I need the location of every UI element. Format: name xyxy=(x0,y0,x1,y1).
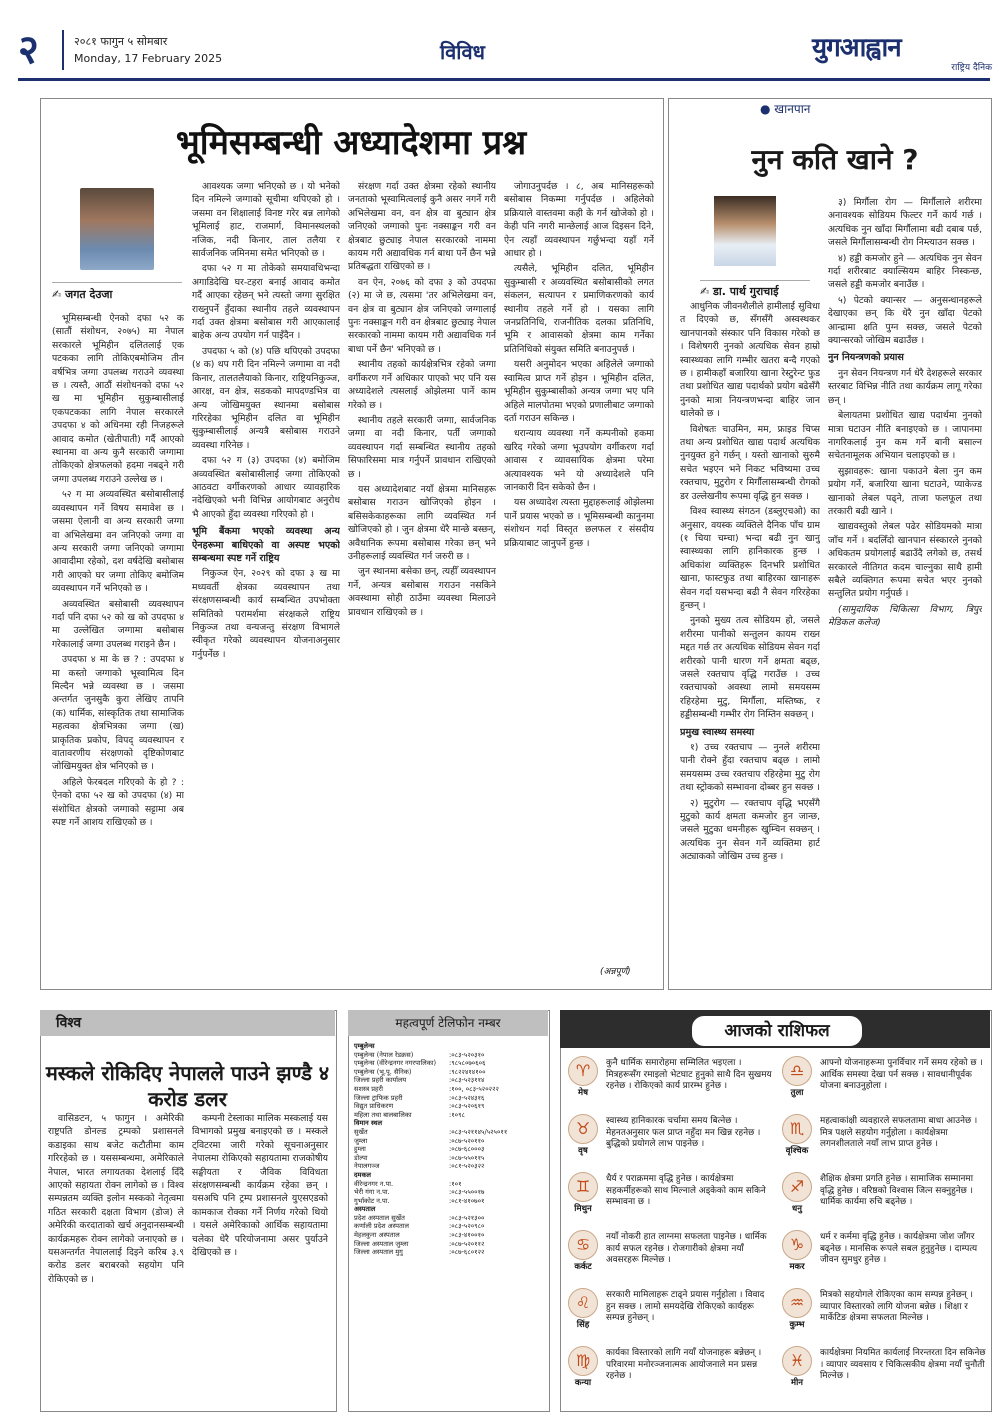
zodiac-icon xyxy=(780,1288,814,1332)
sidebar-byline: ✍ डा. पार्थ गुराचाई xyxy=(700,280,810,299)
paragraph: उपदफा ४ मा के छ ? : उपदफा ४ मा कस्तो जग्गाको भूस्वामित्व दिन मिल्दैन भन्ने व्यवस्था छ । जसमा अन्तर्गत जुनसुकै कुरा लेखिए तापनि (क) धार्मिक, सांस्कृतिक तथा सामाजिक महत्वका क्षेत्रभित्रका जग्गा (ख) प्राकृतिक प्रकोप, विपद् व्यवस्थापन र वातावरणीय संरक्षणको दृष्टिकोणबाट जोखिमयुक्त क्षेत्र भनिएको छ । xyxy=(52,654,184,773)
section-title: विविध xyxy=(440,40,485,64)
zodiac-icon xyxy=(566,1288,600,1332)
horoscope-item xyxy=(566,1230,778,1286)
zodiac-name: मीन xyxy=(790,1378,803,1388)
phone-row: डोल्पा : ०८७-५५०११५ xyxy=(354,1153,485,1162)
zodiac-name: मेष xyxy=(578,1088,588,1098)
phone-row: नेपालगञ्ज : ०८१-५२०३२२ xyxy=(354,1162,485,1171)
horoscope-item xyxy=(780,1346,992,1402)
phone-row: जुम्ला : ०८७-५२०११० xyxy=(354,1136,485,1145)
phone-row: एम्बुलेन्स (भू.पू. सैनिक) : ९८२२४१४१०० xyxy=(354,1067,486,1076)
sidebar-tag: ● खानपान xyxy=(760,102,811,116)
page-number: २ xyxy=(18,27,39,73)
sidebar-column-2 xyxy=(828,196,982,966)
phone-label: जुम्ला xyxy=(354,1136,368,1145)
phone-label: प्रदेश अस्पताल सुर्खेत xyxy=(354,1213,405,1222)
phone-row: विद्युत प्राधिकरण : ०८३-५२०६१९ xyxy=(354,1102,485,1111)
zodiac-text: महत्वाकांक्षी व्यवहारले सफलतामा बाधा आउनेछ । मित्र पक्षले सहयोग गर्नुहोला । कार्यक्षेत्रमा लगनशीलताले नयाँ लाभ प्राप्त हुनेछ । xyxy=(820,1116,978,1150)
phone-number: ०८३-५५००१७ xyxy=(451,1188,485,1197)
zodiac-text: कार्यक्षेत्रमा नियमित कार्यलाई निरन्तरता दिन सकिनेछ । व्यापार व्यवसाय र चिकित्सकीय क्षेत्रमा नयाँ चुनौती मिल्नेछ । xyxy=(820,1348,986,1382)
paragraph: नुनको मुख्य तत्व सोडियम हो, जसले शरीरमा पानीको सन्तुलन कायम राख्न मद्दत गर्छ तर अत्यधिक सोडियम सेवन गर्दा शरीरको पानी धारण गर्ने क्षमता बढ्छ, जसले रक्तचाप वृद्धि गराउँछ । उच्च रक्तचापको अवस्था लामो समयसम्म रहिरहेमा मुटु, मिर्गौला, मस्तिष्क, र हड्डीसम्बन्धी गम्भीर रोग निम्तिन सक्छन् । xyxy=(680,615,820,721)
zodiac-icon xyxy=(780,1346,814,1390)
paragraph: कम्पनी टेस्लाका मालिक मस्कलाई यस विभागको प्रमुख बनाइएको छ । मस्कले ट्विटरमा जारी गरेको सूचनाअनुसार नेपालमा रोकिएको सहायतामा राजकोषीय सङ्घीयता र जैविक विविधता संरक्षणसम्बन्धी कार्यक्रम रहेका छन् । यसअघि पनि ट्रम्प प्रशासनले युएसएडको कामकाज रोक्का गर्ने निर्णय गरेको थियो । यसले अमेरिकाको आर्थिक सहायतामा चलेका धेरै परियोजनामा असर पुर्याउने देखिएको छ । xyxy=(192,1113,328,1259)
header-rule xyxy=(18,78,990,81)
zodiac-text: नयाँ नोकरी हात लाग्नमा सफलता पाइनेछ । धार्मिक कार्य सफल रहनेछ । रोजगारीको क्षेत्रमा नयाँ अवसरहरू मिल्नेछ । xyxy=(606,1232,767,1266)
author-photo xyxy=(80,188,154,270)
horoscope-item xyxy=(780,1056,992,1112)
zodiac-glyph: ♊ xyxy=(568,1172,598,1202)
phone-row: हुम्ला : ०८७-६८०००३ xyxy=(354,1145,485,1154)
zodiac-glyph: ♈ xyxy=(568,1056,598,1086)
phone-number: ०८३-४१००१० xyxy=(451,1231,485,1240)
paragraph: संरक्षण गर्दा उक्त क्षेत्रमा रहेको स्थानीय जनताको भूस्वामित्वलाई कुनै असर नगर्ने गरी अभिलेखमा वन, वन क्षेत्र वा बुट्यान क्षेत्र जनिएको जग्गाको पुनः नक्साङ्कन गरी वन क्षेत्रबाट छुट्याइ नेपाल सरकारको नाममा कायम गरी अद्यावधिक गर्न बाधा पर्ने छैन भन्ने प्रतिबद्धता राखिएको छ । xyxy=(348,181,496,273)
paragraph: स्थानीय तहले सरकारी जग्गा, सार्वजनिक जग्गा वा नदी किनार, पर्ती जग्गाको व्यवस्थापन गर्दा सम्बन्धित स्थानीय तहको सिफारिसमा मात्र गर्नुपर्ने प्रावधान राखिएको छ । xyxy=(348,414,496,480)
paragraph: ५२ ग मा अव्यवस्थित बसोबासीलाई व्यवस्थापन गर्ने विषय समावेश छ । जसमा ऐलानी वा अन्य सरकारी जग्गा वा अभिलेखमा वन जनिएको जग्गा वा अन्य सरकारी जग्गा जनिएको जग्गामा आवादीमा रहेको, दश वर्षदेखि बसोबास गरी आएको घर जग्गा तोकिए बमोजिम व्यवस्थापन गर्ने भनिएको छ । xyxy=(52,489,184,595)
zodiac-name: मिथुन xyxy=(574,1204,592,1214)
paragraph: विशेषतः चाउमिन, मम, फ्राइड चिप्स तथा अन्य प्रशोधित खाद्य पदार्थ अत्यधिक नुनयुक्त हुने गर्छन् । यस्तो खानाको सुरुमै सचेत भइएन भने निकट भविष्यमा उच्च रक्तचाप, मुटुरोग र मिर्गौलासम्बन्धी रोगको डर उल्लेखनीय रूपमा वृद्धि हुन सक्छ । xyxy=(680,423,820,502)
phone-number: १००, ०८३-५२०२२२ xyxy=(451,1084,499,1093)
phone-number: ०८१-४१०७०१ xyxy=(451,1196,485,1205)
zodiac-icon xyxy=(780,1172,814,1216)
phone-label: महिला तथा बालबालिका xyxy=(354,1110,412,1119)
horoscope-item xyxy=(566,1288,778,1344)
phone-number: ०८३-५२३११४ xyxy=(451,1076,485,1085)
horoscope-title: आजको राशिफल xyxy=(690,1014,864,1048)
zodiac-icon xyxy=(566,1056,600,1100)
phone-section-head: विमान स्थल xyxy=(354,1119,383,1128)
phone-label: सशस्त्र प्रहरी xyxy=(354,1084,383,1093)
zodiac-name: धनु xyxy=(792,1204,802,1214)
paragraph: दफा ५२ ग मा तोकेको समयावधिभन्दा अगाडिदेखि घर-टहरा बनाई आवाद कमोत गर्दै आएका रहेछन् भने त्यस्तो जग्गा सुरक्षित राख्नुपर्ने हुँदाका स्थानीय तहले व्यवस्थापन गर्दा उक्त क्षेत्रमा बसोबास गरी आएकालाई बाहेक अन्य उपयोग गर्न पाइँदैन । xyxy=(192,263,340,342)
paragraph: बेलायतमा प्रशोधित खाद्य पदार्थमा नुनको मात्रा घटाउन नीति बनाइएको छ । जापानमा नागरिकलाई नुन कम गर्ने बानी बसाल्न सचेतनामूलक अभियान चलाइएको छ । xyxy=(828,410,982,462)
paragraph: धरान्याय व्यवस्था गर्ने कम्पनीको हकमा खरिद गरेको जग्गा भूउपयोग वर्गीकरण गर्दा आवास र व्यावसायिक क्षेत्रमा परेमा अत्यावश्यक भने यो अध्यादेशले पनि जानकारी दिन सकेको छैन । xyxy=(504,428,654,493)
zodiac-text: शैक्षिक क्षेत्रमा प्रगति हुनेछ । सामाजिक सम्मानमा वृद्धि हुनेछ । वरिष्ठको विश्वास जित्न सक्नुहुनेछ । धार्मिक कार्यमा रुचि बढ्नेछ । xyxy=(820,1174,973,1208)
phone-row: एम्बुलेन्स (नेपाल रेडक्रस) : ०८३-५२०३१० xyxy=(354,1050,485,1059)
paragraph: आवश्यक जग्गा भनिएको छ । यो भनेको दिन नमिल्ने जग्गाको सूचीमा थपिएको हो । जसमा वन शिक्षालाई विनष्ट गरेर बन्न लागेको भूमिलाई हाट, राजमार्ग, विमानस्थलको नजिक, नदी किनार, ताल तलैया र सार्वजनिक जमिनमा समेत भनिएको छ । xyxy=(192,181,340,260)
paragraph: ३) मिर्गौला रोग — मिर्गौलाले शरीरमा अनावश्यक सोडियम फिल्टर गर्ने कार्य गर्छ । अत्यधिक नुन खाँदा मिर्गौलामा बढी दबाब पर्छ, जसले मिर्गौलासम्बन्धी रोग निम्त्याउन सक्छ । xyxy=(828,197,982,249)
phone-label: गुर्भाकोट न.पा. xyxy=(354,1196,390,1205)
zodiac-text: सरकारी मामिलाहरू टाढ्ने प्रयास गर्नुहोला । विवाद हुन सक्छ । लामो समयदेखि रोकिएको कार्यहरू सम्पन्न हुनेछन् । xyxy=(606,1290,765,1324)
paragraph: वन ऐन, २०७६ को दफा ३ को उपदफा (२) मा जे छ, त्यसमा 'तर अभिलेखमा वन, वन क्षेत्र वा बुट्यान क्षेत्र जनिएको जग्गालाई पुनः नक्साङ्कन गरी वन क्षेत्रबाट छुट्याइ नेपाल सरकारको नाममा कायम गरी अद्यावधिक गर्न बाधा पर्ने छैन' भनिएको छ । xyxy=(348,276,496,355)
phone-number: ०८७-६८०१२२ xyxy=(451,1248,485,1257)
article-column-2 xyxy=(192,180,340,972)
phone-number: ०८७-५२०११२ xyxy=(451,1239,485,1248)
zodiac-name: कुम्भ xyxy=(789,1320,805,1330)
zodiac-name: वृष xyxy=(578,1146,588,1156)
phone-label: जिल्ला अस्पताल जुम्ला xyxy=(354,1239,409,1248)
zodiac-text: मित्रको सहयोगले रोकिएका काम सम्पन्न हुनेछन् । व्यापार विस्तारको लागि योजना बन्नेछ । शिक्षा र मार्केटिङ क्षेत्रमा सफलता मिल्नेछ । xyxy=(820,1290,973,1324)
zodiac-icon xyxy=(566,1114,600,1158)
paragraph: स्थानीय तहको कार्यक्षेत्रभित्र रहेको जग्गा वर्गीकरण गर्ने अधिकार पाएको भए पनि यस अध्यादेशले त्यसलाई ओझेलमा पार्ने काम गरेको छ । xyxy=(348,359,496,411)
zodiac-glyph: ♋ xyxy=(568,1230,598,1260)
paragraph: खाद्यवस्तुको लेबल पढेर सोडियमको मात्रा जाँच गर्ने । बदलिँदो खानपान संस्कारले नुनको अधिकतम प्रयोगलाई बढाउँदै लगेको छ, तसर्थ सरकारले नीतिगत कदम चाल्नुका साथै हामी सबैले व्यक्तिगत रूपमा सचेत भएर नुनको सन्तुलित प्रयोग गर्नुपर्छ । xyxy=(828,521,982,600)
paragraph: विश्व स्वास्थ्य संगठन (डब्लुएचओ) का अनुसार, वयस्क व्यक्तिले दैनिक पाँच ग्राम (१ चिया चम्चा) भन्दा बढी नुन खानु स्वास्थ्यका लागि हानिकारक हुन्छ । अधिकांश व्यक्तिहरू दिनभरि प्रशोधित खाना, फास्टफुड तथा बाहिरका खानाहरू सेवन गर्दा यसभन्दा बढी नै सेवन गरिरहेका हुन्छन् । xyxy=(680,506,820,611)
paragraph: त्यसैले, भूमिहीन दलित, भूमिहीन सुकुम्बासी र अव्यवस्थित बसोबासीको लगत संकलन, सत्यापन र प्रमाणिकरणको कार्य स्थानीय तहले गर्ने हो । यसका लागि जनप्रतिनिधि, राजनीतिक दलका प्रतिनिधि, भूमि र आवासको क्षेत्रमा काम गर्नेका प्रतिनिधिको संयुक्त समिति बनाउनुपर्छ । xyxy=(504,263,654,355)
phone-label: नेपालगञ्ज xyxy=(354,1162,380,1171)
horoscope-item xyxy=(566,1056,778,1112)
phone-label: एम्बुलेन्स (नेपाल रेडक्रस) xyxy=(354,1050,414,1059)
phone-number: १०९८ xyxy=(451,1110,465,1119)
world-section-tag: विश्व xyxy=(40,1010,335,1036)
zodiac-icon xyxy=(780,1114,814,1158)
paragraph: यस अध्यादेश त्यस्ता मुद्दाहरूलाई ओझेलमा पार्ने प्रयास भएको छ । भूमिसम्बन्धी कानुनमा संशोधन गर्दा विस्तृत छलफल र संसदीय प्रक्रियाबाट जानुपर्ने हुन्छ । xyxy=(504,497,654,549)
zodiac-name: वृश्चिक xyxy=(785,1146,809,1156)
phone-section-head: अस्पताल xyxy=(354,1205,376,1214)
sidebar-column-1 xyxy=(680,300,820,980)
paragraph: ५) पेटको क्यान्सर — अनुसन्धानहरूले देखाएका छन् कि धेरै नुन खाँदा पेटको आन्द्रामा क्षति पुग्न सक्छ, जसले पेटको क्यान्सरको जोखिम बढाउँछ । xyxy=(828,294,982,347)
phone-row: जिल्ला प्रहरी कार्यालय : ०८३-५२३११४ xyxy=(354,1076,485,1085)
zodiac-glyph: ♉ xyxy=(568,1114,598,1144)
zodiac-icon xyxy=(780,1056,814,1100)
phone-number: ०८३-५२११४५/५२५०११ xyxy=(451,1127,508,1136)
zodiac-name: मकर xyxy=(789,1262,805,1272)
phone-row: जिल्ला अस्पताल मुगु : ०८७-६८०१२२ xyxy=(354,1248,485,1257)
zodiac-icon xyxy=(566,1172,600,1216)
zodiac-text: आफ्नो योजनाहरूमा पुनर्विचार गर्ने समय रहेको छ । आर्थिक समस्या देखा पर्न सक्छ । सावधानीपूर्वक योजना बनाउनुहोला । xyxy=(820,1058,983,1092)
phone-number: ०८३-५२१३०० xyxy=(451,1213,485,1222)
phone-number: ०८७-६८०००३ xyxy=(451,1145,485,1154)
phone-number: ०८३-५२०९८० xyxy=(451,1222,485,1231)
sidebar-title: नुन कति खाने ? xyxy=(751,143,919,176)
phone-label: हुम्ला xyxy=(354,1145,366,1154)
horoscope-item xyxy=(566,1346,778,1402)
paragraph: उपदफा ५ को (४) पछि थपिएको उपदफा (४ क) थप गरी दिन नमिल्ने जग्गामा वा नदी किनार, तालतलैयाको किनार, राष्ट्रियनिकुञ्ज, आरक्ष, वन क्षेत्र, सडकको मापदण्डभित्र वा अन्य जोखिमयुक्त स्थानमा बसोबास गरिरहेका भूमिहीन दलित वा भूमिहीन सुकुम्बासीलाई अन्यत्रै बसोबास गराउने व्यवस्था गरिनेछ । xyxy=(192,345,340,451)
phone-number: ९८२२४१४१०० xyxy=(451,1067,486,1076)
article-title: भूमिसम्बन्धी अध्यादेशमा प्रश्न xyxy=(175,123,527,163)
sidebar-subhead: प्रमुख स्वास्थ्य समस्या xyxy=(680,726,755,738)
phone-row: जिल्ला अस्पताल जुम्ला : ०८७-५२०११२ xyxy=(354,1239,485,1248)
phone-label: एम्बुलेन्स (वीरेन्द्रनगर नगरपालिका) xyxy=(354,1059,437,1068)
paragraph: आधुनिक जीवनशैलीले हामीलाई सुविधा त दिएको छ, सँगसँगै अस्वस्थकर खानपानको संस्कार पनि विकास गरेको छ । विशेषगरी नुनको अत्यधिक सेवन हाम्रो स्वास्थ्यका लागि गम्भीर खतरा बन्दै गएको छ । हामीकहाँ बजारिया खाना रेस्टुरेन्ट फुड तथा प्रशोधित खाद्य पदार्थको प्रयोग बढेसँगै नुनको मात्रा नियन्त्रणभन्दा बाहिर जान थालेको छ । xyxy=(680,301,820,420)
zodiac-name: कर्कट xyxy=(574,1262,592,1272)
phone-label: कर्णाली प्रदेश अस्पताल xyxy=(354,1222,409,1231)
paragraph: निकुञ्ज ऐन, २०२९ को दफा ३ ख मा मध्यवर्ती क्षेत्रका व्यवस्थापन तथा संरक्षणसम्बन्धी कार्य सम्बन्धित उपभोक्ता समितिको परामर्शमा संरक्षकले राष्ट्रिय निकुञ्ज तथा वन्यजन्तु संरक्षण विभागले स्वीकृत गरेको व्यवस्थापन योजनाअनुसार गर्नुपर्नेछ । xyxy=(192,568,340,660)
date-nepali: २०८१ फागुन ५ सोमबार xyxy=(74,35,168,48)
zodiac-text: स्वास्थ्य हानिकारक चर्चामा समय बित्नेछ । मेहनतअनुसार फल प्राप्त नहुँदा मन खिन्न रहनेछ । बुद्धिको प्रयोगले लाभ पाइनेछ । xyxy=(606,1116,761,1150)
paragraph: सुझावहरू: खाना पकाउने बेला नुन कम प्रयोग गर्ने, बजारिया खाना घटाउने, प्याकेज्ड खानाको लेबल पढ्ने, ताजा फलफूल तथा तरकारी बढी खाने । xyxy=(828,465,982,517)
phone-section-head: दमकल xyxy=(354,1170,371,1179)
phone-number: ९८५८०७०६०६ xyxy=(451,1059,486,1068)
horoscope-item xyxy=(780,1230,992,1286)
world-headline: मस्कले रोकिदिए नेपालले पाउने झण्डै ४ करोड डलर xyxy=(45,1061,330,1111)
phone-label: विद्युत प्राधिकरण xyxy=(354,1102,394,1111)
zodiac-text: धर्म र कर्ममा वृद्धि हुनेछ । कार्यक्षेत्रमा जोश जाँगर बढ्नेछ । मानसिक रूपले सबल हुनुहुनेछ । दाम्पत्य जीवन सुमधुर हुनेछ । xyxy=(820,1232,978,1266)
author-name: जगत देउजा xyxy=(65,288,113,301)
phone-label: वीरेन्द्रनगर न.पा. xyxy=(354,1179,394,1188)
phone-row: मेहलकुना अस्पताल : ०८३-४१००१० xyxy=(354,1231,485,1240)
phone-number: ०८३-५२४३१६ xyxy=(451,1093,485,1102)
paragraph: अव्यवस्थित बसोबासी व्यवस्थापन गर्दा पनि दफा ५२ को ख को उपदफा ४ मा उल्लेखित जग्गामा बसोबास गरेकालाई जग्गा उपलब्ध गराइने छैन । xyxy=(52,598,184,650)
phone-number: ०८३-५२०६१९ xyxy=(451,1102,485,1111)
zodiac-glyph: ♒ xyxy=(782,1288,812,1318)
sidebar-subhead: नुन नियन्त्रणको प्रयास xyxy=(828,352,904,364)
zodiac-glyph: ♍ xyxy=(568,1346,598,1376)
zodiac-icon xyxy=(780,1230,814,1274)
paragraph: अहिले फेरबदल गरिएको के हो ? : ऐनको दफा ५२ ख को उपदफा (४) मा संशोधित क्षेत्रको जग्गाको सट्टामा अब स्पष्ट गर्ने आशय राखिएको छ । xyxy=(52,776,184,829)
phone-label: जिल्ला ट्राफिक प्रहरी xyxy=(354,1093,403,1102)
phone-number: ०८१-५२०३२२ xyxy=(451,1162,485,1171)
zodiac-glyph: ♏ xyxy=(782,1114,812,1144)
date-english: Monday, 17 February 2025 xyxy=(74,52,223,65)
zodiac-text: कार्यका विस्तारको लागि नयाँ योजनाहरू बन्नेछन् । परिवारमा मनोरञ्जनात्मक आयोजनाले मन प्रसन्न रहनेछ । xyxy=(606,1348,762,1382)
zodiac-name: सिंह xyxy=(576,1320,590,1330)
paragraph: ४) हड्डी कमजोर हुने — अत्यधिक नुन सेवन गर्दा शरीरबाट क्याल्सियम बाहिर निस्कन्छ, जसले हड्डी कमजोर बनाउँछ । xyxy=(828,252,982,291)
world-column-1 xyxy=(48,1112,184,1402)
phone-row: वीरेन्द्रनगर न.पा. : १०१ xyxy=(354,1179,462,1188)
phone-number: ०८७-५५०११५ xyxy=(451,1153,485,1162)
article-byline: ✍ जगत देउजा xyxy=(52,282,182,302)
phone-label: सुर्खेत xyxy=(354,1127,368,1136)
header-divider xyxy=(62,30,64,70)
phone-row: कर्णाली प्रदेश अस्पताल : ०८३-५२०९८० xyxy=(354,1222,485,1231)
paragraph: १) उच्च रक्तचाप — नुनले शरीरमा पानी रोक्ने हुँदा रक्तचाप बढ्छ । लामो समयसम्म उच्च रक्तचाप रहिरहेमा मुटु रोग तथा स्ट्रोकको सम्भावना दोब्बर हुन सक्छ । xyxy=(680,742,820,794)
zodiac-glyph: ♎ xyxy=(782,1056,812,1086)
phone-label: एम्बुलेन्स (भू.पू. सैनिक) xyxy=(354,1067,412,1076)
paragraph: दफा ५२ ग (३) उपदफा (४) बमोजिम अव्यवस्थित बसोबासीलाई जग्गा तोकिएको आठवटा वर्गीकरणको आधार व्यावहारिक नदेखिएको भनी विभिन्न आयोगबाट अनुरोध भै आएको हुँदा व्यवस्था गरिएको हो । xyxy=(192,455,340,520)
phone-row: महिला तथा बालबालिका : १०९८ xyxy=(354,1110,465,1119)
paragraph: २) मुटुरोग — रक्तचाप वृद्धि भएसँगै मुटुको कार्य क्षमता कमजोर हुन जान्छ, जसले मुटुका धमनीहरू खुम्चिन सक्छन् । अत्यधिक नुन सेवन गर्ने व्यक्तिमा हार्ट अट्याकको जोखिम उच्च हुन्छ । xyxy=(680,797,820,863)
phone-label: जिल्ला प्रहरी कार्यालय xyxy=(354,1076,407,1085)
paragraph: नुन सेवन नियन्त्रण गर्न धेरै देशहरूले सरकार स्तरबाट विभिन्न नीति तथा कार्यक्रम लागू गरेका छन् । xyxy=(828,367,982,406)
phone-section-head: एम्बुलेन्स xyxy=(354,1042,375,1050)
zodiac-icon xyxy=(566,1346,600,1390)
phone-directory-list xyxy=(354,1042,544,1257)
newspaper-logo xyxy=(812,28,992,74)
phone-row: सशस्त्र प्रहरी : १००, ०८३-५२०२२२ xyxy=(354,1084,499,1093)
horoscope-item xyxy=(780,1172,992,1228)
zodiac-glyph: ♓ xyxy=(782,1346,812,1376)
zodiac-glyph: ♐ xyxy=(782,1172,812,1202)
zodiac-text: कुनै धार्मिक समारोहमा सम्मिलित भइएला । मित्रहरूसँग रमाइलो भेटघाट हुनुको साथै दिन सुखमय रहनेछ । रोकिएको कार्य प्रारम्भ हुनेछ । xyxy=(606,1058,772,1092)
logo-subtitle: राष्ट्रिय दैनिक xyxy=(951,63,992,73)
author-affiliation: (सामुदायिक चिकित्सा विभाग, त्रिपुर मेडिकल कलेज) xyxy=(828,603,982,629)
zodiac-name: कन्या xyxy=(574,1378,592,1388)
horoscope-item xyxy=(780,1288,992,1344)
phone-number: १०१ xyxy=(451,1179,462,1188)
phone-label: डोल्पा xyxy=(354,1153,368,1162)
zodiac-icon xyxy=(566,1230,600,1274)
phone-label: जिल्ला अस्पताल मुगु xyxy=(354,1248,403,1257)
horoscope-item xyxy=(566,1114,778,1170)
paragraph: यसरी अनुमोदन भएका अहिलेले जग्गाको स्वामित्व प्राप्त गर्ने होइन । भूमिहीन दलित, भूमिहीन सुकुम्बासीको अन्यत्र जग्गा भए पनि अहिले मालपोतमा भएको प्रणालीबाट जग्गाको दर्ता गराउन सकिन्छ । xyxy=(504,359,654,424)
paragraph: वासिङटन, ५ फागुन । अमेरिकी राष्ट्रपति डोनल्ड ट्रम्पको प्रशासनले कडाइका साथ बजेट कटौतीमा काम गरिरहेको छ । यससम्बन्धमा, अमेरिकाले नेपाल, भारत लगायतका देशलाई दिँदै आएको सहायता रोक्न लागेको छ । विश्व सम्पन्नतम व्यक्ति इलोन मस्कको नेतृत्वमा गठित सरकारी दक्षता विभाग (डोज) ले अमेरिकी करदाताको खर्च अनुदानसम्बन्धी कार्यक्रमहरू रोक्न लागेको जनाएको छ । यसअन्तर्गत नेपाललाई दिइने करिब ३.९ करोड डलर बराबरको सहयोग पनि रोकिएको छ । xyxy=(48,1113,184,1285)
zodiac-glyph: ♌ xyxy=(568,1288,598,1318)
horoscope-item xyxy=(566,1172,778,1228)
phone-row: भेरी गंगा न.पा. : ०८३-५५००१७ xyxy=(354,1188,485,1197)
article-subhead: भूमि बैंकमा भएको व्यवस्था अन्य ऐनहरूमा बाधिएको वा अस्पष्ट भएको सम्बन्धमा स्पष्ट गर्ने राष्ट्रिय xyxy=(192,526,340,564)
article-credit: (अन्नपूर्ण) xyxy=(600,967,631,977)
article-column-3 xyxy=(348,180,496,972)
phone-row: सुर्खेत : ०८३-५२११४५/५२५०११ xyxy=(354,1127,508,1136)
zodiac-text: धैर्य र पराक्रममा वृद्धि हुनेछ । कार्यक्षेत्रमा सहकर्मीहरूको साथ मिल्नाले अड्केको काम सकिने सम्भावना छ । xyxy=(606,1174,766,1208)
article-column-4 xyxy=(504,180,654,960)
paragraph: यस अध्यादेशबाट नयाँ क्षेत्रमा मानिसहरू बसोबास गराउन खोजिएको होइन । बसिसकेकाहरूका लागि व्यवस्थित गर्न खोजिएको हो । जुन क्षेत्रमा धेरै मान्छे बस्छन्, अवैधानिक रूपमा बसोबास गरेका छन् भने उनीहरूलाई व्यवस्थित गर्न जरुरी छ । xyxy=(348,483,496,562)
phone-row: जिल्ला ट्राफिक प्रहरी : ०८३-५२४३१६ xyxy=(354,1093,485,1102)
phone-label: भेरी गंगा न.पा. xyxy=(354,1188,390,1197)
logo-text: युगआह्वान xyxy=(812,33,901,63)
world-column-2 xyxy=(192,1112,328,1402)
phone-directory-title: महत्वपूर्ण टेलिफोन नम्बर xyxy=(348,1010,548,1036)
paragraph: जुन स्थानमा बसेका छन्, त्यहीँ व्यवस्थापन गर्ने, अन्यत्र बसोबास गराउन नसकिने अवस्थामा सोही ठाउँमा व्यवस्था मिलाउने प्रावधान राखिएको छ । xyxy=(348,566,496,618)
zodiac-name: तुला xyxy=(790,1088,804,1098)
sidebar-author-name: डा. पार्थ गुराचाई xyxy=(713,285,779,298)
phone-label: मेहलकुना अस्पताल xyxy=(354,1231,400,1240)
phone-row: गुर्भाकोट न.पा. : ०८१-४१०७०१ xyxy=(354,1196,485,1205)
phone-row: प्रदेश अस्पताल सुर्खेत : ०८३-५२१३०० xyxy=(354,1213,485,1222)
phone-number: ०८७-५२०११० xyxy=(451,1136,485,1145)
paragraph: भूमिसम्बन्धी ऐनको दफा ५२ क (सातौं संशोधन, २०७५) मा नेपाल सरकारले भूमिहीन दलितलाई एक पटकका लागि तोकिएबमोजिम तीन वर्षभित्र जग्गा उपलब्ध गराउने व्यवस्था छ । त्यस्तै, आठौं संशोधनको दफा ५२ ख मा भूमिहीन सुकुम्बासीलाई एकपटकका लागि नेपाल सरकारले उपदफा ४ को अधिनमा रही निजहरूले आवाद कमोत (खेतीपाती) गर्दै आएको स्थानमा वा अन्य कुनै सरकारी जग्गामा तोकिएको क्षेत्रफलको हदमा नबढ्ने गरी जग्गा उपलब्ध गराउने उल्लेख छ । xyxy=(52,313,184,485)
zodiac-glyph: ♑ xyxy=(782,1230,812,1260)
phone-row: एम्बुलेन्स (वीरेन्द्रनगर नगरपालिका) : ९८५८०७०६०६ xyxy=(354,1059,486,1068)
phone-number: ०८३-५२०३१० xyxy=(451,1050,485,1059)
sidebar-author-photo xyxy=(714,196,776,266)
article-column-1 xyxy=(52,312,184,972)
sidebar-tag-label: खानपान xyxy=(774,102,811,116)
paragraph: जोगाउनुपर्दछ । ८, अब मानिसहरूको बसोबास निकम्मा गर्नुपर्दछ । अहिलेको प्रक्रियाले वास्तवमा कही के गर्न खोजेको हो । केही पनि नगरी मान्छेलाई आज दिइसन दिने, ऐन त्यहाँ व्यवस्थापन गर्छुभन्दा यहाँ गर्ने आधार हो । xyxy=(504,181,654,260)
horoscope-item xyxy=(780,1114,992,1170)
